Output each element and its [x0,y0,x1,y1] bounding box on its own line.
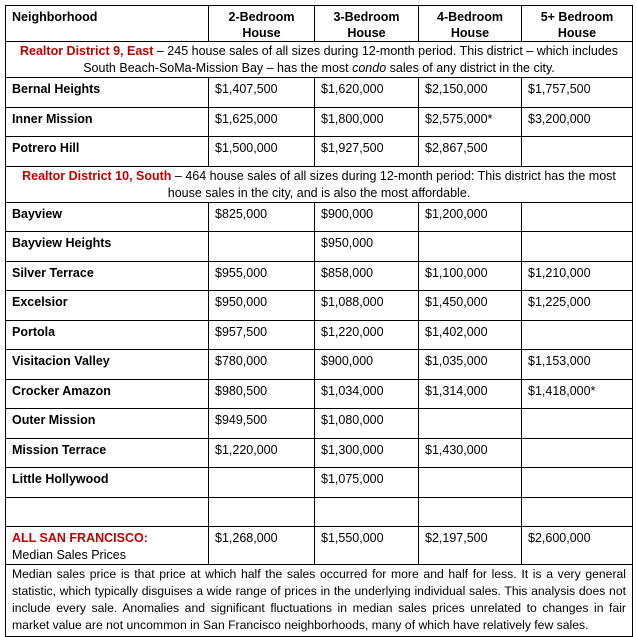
price-2-bedroom [209,468,315,498]
all-sf-price-3-bedroom: $1,550,000 [315,527,419,565]
table-row [6,78,633,108]
price-2-bedroom: $950,000 [209,291,315,321]
price-4-bedroom [419,232,522,262]
header-4-bedroom-line2: House [450,26,490,40]
price-5-bedroom: $1,418,000* [522,379,633,409]
price-3-bedroom: $1,800,000 [315,107,419,137]
header-4-bedroom [419,6,522,42]
price-3-bedroom: $900,000 [315,350,419,380]
price-2-bedroom: $1,625,000 [209,107,315,137]
district-9-title: Realtor District 9, East [20,44,154,58]
price-3-bedroom: $1,075,000 [315,468,419,498]
price-2-bedroom: $780,000 [209,350,315,380]
price-5-bedroom: $3,200,000 [522,107,633,137]
header-2-bedroom-line2: House [242,26,281,40]
price-3-bedroom: $1,080,000 [315,409,419,439]
district-9-description [6,42,633,78]
footnote: Median sales price is that price at which half the sales occurred for more and half for less. It is a very general statistic, which typically disguises a wide range of prices in the underlying individual sales. This analysis does not include every sale. Anomalies and significant fluctuations in median sales prices unrelated to changes in fair market value are not uncommon in San Francisco neighborhoods, many of which have relatively few sales. [6,565,633,637]
table-row [6,137,633,167]
price-5-bedroom [522,232,633,262]
price-4-bedroom: $1,450,000 [419,291,522,321]
table-row [6,438,633,468]
header-2-bedroom-line1: 2-Bedroom [228,10,295,24]
price-3-bedroom: $950,000 [315,232,419,262]
price-3-bedroom: $1,220,000 [315,320,419,350]
price-3-bedroom: $1,927,500 [315,137,419,167]
neighborhood-name: Portola [6,320,209,350]
table-row [6,350,633,380]
header-row [6,6,633,42]
price-4-bedroom: $1,430,000 [419,438,522,468]
all-sf-title: ALL SAN FRANCISCO: [12,531,148,545]
all-sf-subtitle: Median Sales Prices [12,548,126,562]
blank-cell [209,497,315,527]
price-3-bedroom: $1,620,000 [315,78,419,108]
price-4-bedroom [419,409,522,439]
price-5-bedroom [522,468,633,498]
price-4-bedroom: $1,402,000 [419,320,522,350]
price-4-bedroom: $1,100,000 [419,261,522,291]
price-2-bedroom: $1,500,000 [209,137,315,167]
neighborhood-name: Little Hollywood [6,468,209,498]
all-sf-price-2-bedroom: $1,268,000 [209,527,315,565]
district-9-text-a: – 245 house sales of all sizes during 12-month period. This district – which includes South Beach-SoMa-Mission Bay – has the most [83,44,618,75]
district-10-description [6,166,633,202]
blank-cell [6,497,209,527]
neighborhood-name: Potrero Hill [6,137,209,167]
price-2-bedroom: $1,220,000 [209,438,315,468]
district-10-text: – 464 house sales of all sizes during 12-month period: This district has the most house sales in the city, and is also the most affordable. [167,168,616,200]
price-5-bedroom [522,409,633,439]
price-5-bedroom [522,320,633,350]
table-row [6,202,633,232]
price-2-bedroom: $1,407,500 [209,78,315,108]
neighborhood-name: Mission Terrace [6,438,209,468]
price-3-bedroom: $1,300,000 [315,438,419,468]
price-2-bedroom: $825,000 [209,202,315,232]
price-2-bedroom: $957,500 [209,320,315,350]
neighborhood-name: Crocker Amazon [6,379,209,409]
price-4-bedroom: $1,200,000 [419,202,522,232]
header-4-bedroom-line1: 4-Bedroom [437,10,503,24]
header-3-bedroom-line1: 3-Bedroom [333,10,400,24]
median-prices-table [5,5,633,637]
table-row [6,379,633,409]
table-row [6,320,633,350]
header-2-bedroom [209,6,315,42]
price-5-bedroom [522,137,633,167]
price-4-bedroom [419,468,522,498]
header-5-bedroom [522,6,633,42]
all-sf-label [6,527,209,565]
table-row [6,261,633,291]
price-5-bedroom: $1,210,000 [522,261,633,291]
price-3-bedroom: $858,000 [315,261,419,291]
neighborhood-name: Bayview [6,202,209,232]
blank-cell [522,497,633,527]
neighborhood-name: Bayview Heights [6,232,209,262]
price-5-bedroom [522,202,633,232]
price-5-bedroom [522,438,633,468]
header-3-bedroom-line2: House [347,26,386,40]
price-4-bedroom: $2,867,500 [419,137,522,167]
blank-cell [315,497,419,527]
district-9-text-b: sales of any district in the city. [386,61,555,75]
table-row [6,107,633,137]
price-4-bedroom: $2,575,000* [419,107,522,137]
price-3-bedroom: $1,034,000 [315,379,419,409]
all-san-francisco-row [6,527,633,565]
price-4-bedroom: $1,035,000 [419,350,522,380]
neighborhood-name: Bernal Heights [6,78,209,108]
price-5-bedroom: $1,225,000 [522,291,633,321]
district-10-title: Realtor District 10, South [22,168,172,183]
price-2-bedroom: $955,000 [209,261,315,291]
blank-cell [419,497,522,527]
district-9-text-italic: condo [352,61,387,75]
all-sf-price-5-bedroom: $2,600,000 [522,527,633,565]
price-3-bedroom: $1,088,000 [315,291,419,321]
blank-row [6,497,633,527]
table-row [6,291,633,321]
footnote-row [6,565,633,637]
all-sf-price-4-bedroom: $2,197,500 [419,527,522,565]
header-neighborhood: Neighborhood [6,6,209,42]
table-row [6,409,633,439]
neighborhood-name: Excelsior [6,291,209,321]
header-3-bedroom [315,6,419,42]
district-9-banner-row [6,42,633,78]
neighborhood-name: Inner Mission [6,107,209,137]
price-2-bedroom: $949,500 [209,409,315,439]
table-row [6,468,633,498]
header-5-bedroom-line2: House [557,26,597,40]
district-10-banner-row [6,166,633,202]
header-5-bedroom-line1: 5+ Bedroom [540,10,614,24]
price-5-bedroom: $1,153,000 [522,350,633,380]
neighborhood-name: Silver Terrace [6,261,209,291]
neighborhood-name: Outer Mission [6,409,209,439]
price-2-bedroom [209,232,315,262]
price-5-bedroom: $1,757,500 [522,78,633,108]
price-3-bedroom: $900,000 [315,202,419,232]
price-4-bedroom: $1,314,000 [419,379,522,409]
price-2-bedroom: $980,500 [209,379,315,409]
table-row [6,232,633,262]
price-4-bedroom: $2,150,000 [419,78,522,108]
neighborhood-name: Visitacion Valley [6,350,209,380]
